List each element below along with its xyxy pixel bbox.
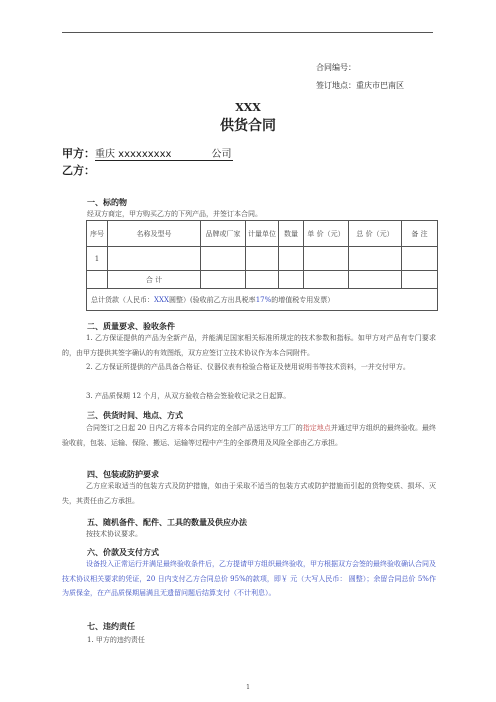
- contract-number-label: 合同编号：: [316, 63, 356, 72]
- tax-rate: 17%: [255, 295, 272, 304]
- grand-total-cell: 总计货款（人民币：XXX圆整）(验收前乙方出具税率17%的增值税专用发票）: [87, 289, 438, 311]
- th-brand: 品牌或厂家: [201, 221, 246, 247]
- section-6-text: 设备投入正常运行并满足最终验收条件后，乙方提请甲方组织最终验收，甲方根据双方会签的最终验收确认合同及技术协议相关要求的凭证，20 日内支付乙方合同总价 95%的款项，即￥ 元（大写人民币： 圆整）；余留合同总价 5%作为质保金，在产品质保期届满且无遗留问题后结算支付（不计利息）。: [62, 560, 436, 597]
- section-2-item-2: 2. 乙方保证所提供的产品具备合格证、仪器仪表有检验合格证及使用说明书等技术资料，一并交付甲方。: [86, 363, 410, 371]
- document-title: 供货合同: [220, 118, 276, 134]
- section-4-heading: 四、包装或防护要求: [87, 469, 159, 479]
- goods-table: [86, 220, 438, 311]
- subtotal-label: 合 计: [108, 271, 201, 289]
- party-a-label: 甲方：: [62, 147, 95, 160]
- section-3-heading: 三、供货时间、地点、方式: [87, 410, 183, 420]
- th-qty: 数量: [279, 221, 304, 247]
- th-remark: 备 注: [402, 221, 438, 247]
- signing-place: 签订地点：重庆市巴南区: [316, 81, 404, 90]
- section-7-item-1: 1. 甲方的违约责任: [87, 636, 145, 644]
- party-a-name: 重庆 xxxxxxxxx: [95, 149, 172, 160]
- table-header-row: [87, 221, 438, 247]
- section-4-text: 乙方应采取适当的包装方式及防护措施，如由于采取不适当的包装方式或防护措施而引起的货物变质、损坏、灭失，其责任由乙方承担。: [62, 482, 436, 505]
- section-3-text: 合同签订之日起 20 日内乙方将本合同约定的全部产品送达甲方工厂的指定地点并通过甲方组织的最终验收。最终验收前，包装、运输、保险、搬运、运输等过程中产生的全部费用及风险全部由乙方承担。: [62, 424, 437, 447]
- section-5-text: 按技术协议要求。: [86, 530, 142, 538]
- section-2-item-1: 1. 乙方保证提供的产品为全新产品，并能满足国家相关标准所规定的技术参数和指标。如甲方对产品有专门要求的，由甲方提供其签字确认的有效图纸，双方应签订立技术协议作为本合同附件。: [62, 334, 436, 357]
- document-code: XXX: [235, 101, 261, 114]
- party-a: [62, 145, 233, 161]
- header-rule: [62, 32, 433, 33]
- table-row: [87, 247, 438, 271]
- row-number: 1: [87, 247, 108, 271]
- page-number: 1: [246, 684, 250, 691]
- subtotal-row: [87, 271, 438, 289]
- section-5-heading: 五、随机备件、配件、工具的数量及供应办法: [87, 517, 247, 527]
- section-2-item-3: 3. 产品质保期 12 个月，从双方验收合格会签验收记录之日起算。: [86, 392, 291, 400]
- grand-total-row: [87, 289, 438, 311]
- section-1-intro: 经双方商定，甲方购买乙方的下列产品，并签订本合同。: [87, 210, 262, 218]
- th-no: 序号: [87, 221, 108, 247]
- section-2-heading: 二、质量要求、验收条件: [87, 321, 175, 331]
- th-unit-price: 单 价（元）: [304, 221, 349, 247]
- th-total-price: 总 价（元）: [349, 221, 402, 247]
- total-amount: XXX: [154, 295, 169, 304]
- party-a-suffix: 公司: [211, 149, 232, 160]
- section-7-heading: 七、违约责任: [87, 621, 135, 631]
- designated-location: 指定地点: [302, 424, 331, 432]
- section-6-heading: 六、价款及支付方式: [87, 547, 159, 557]
- th-name: 名称及型号: [108, 221, 201, 247]
- party-a-name-field: [95, 145, 233, 161]
- party-b-label: 乙方：: [62, 164, 95, 177]
- section-1-heading: 一、标的物: [87, 197, 127, 207]
- th-unit: 计量单位: [246, 221, 279, 247]
